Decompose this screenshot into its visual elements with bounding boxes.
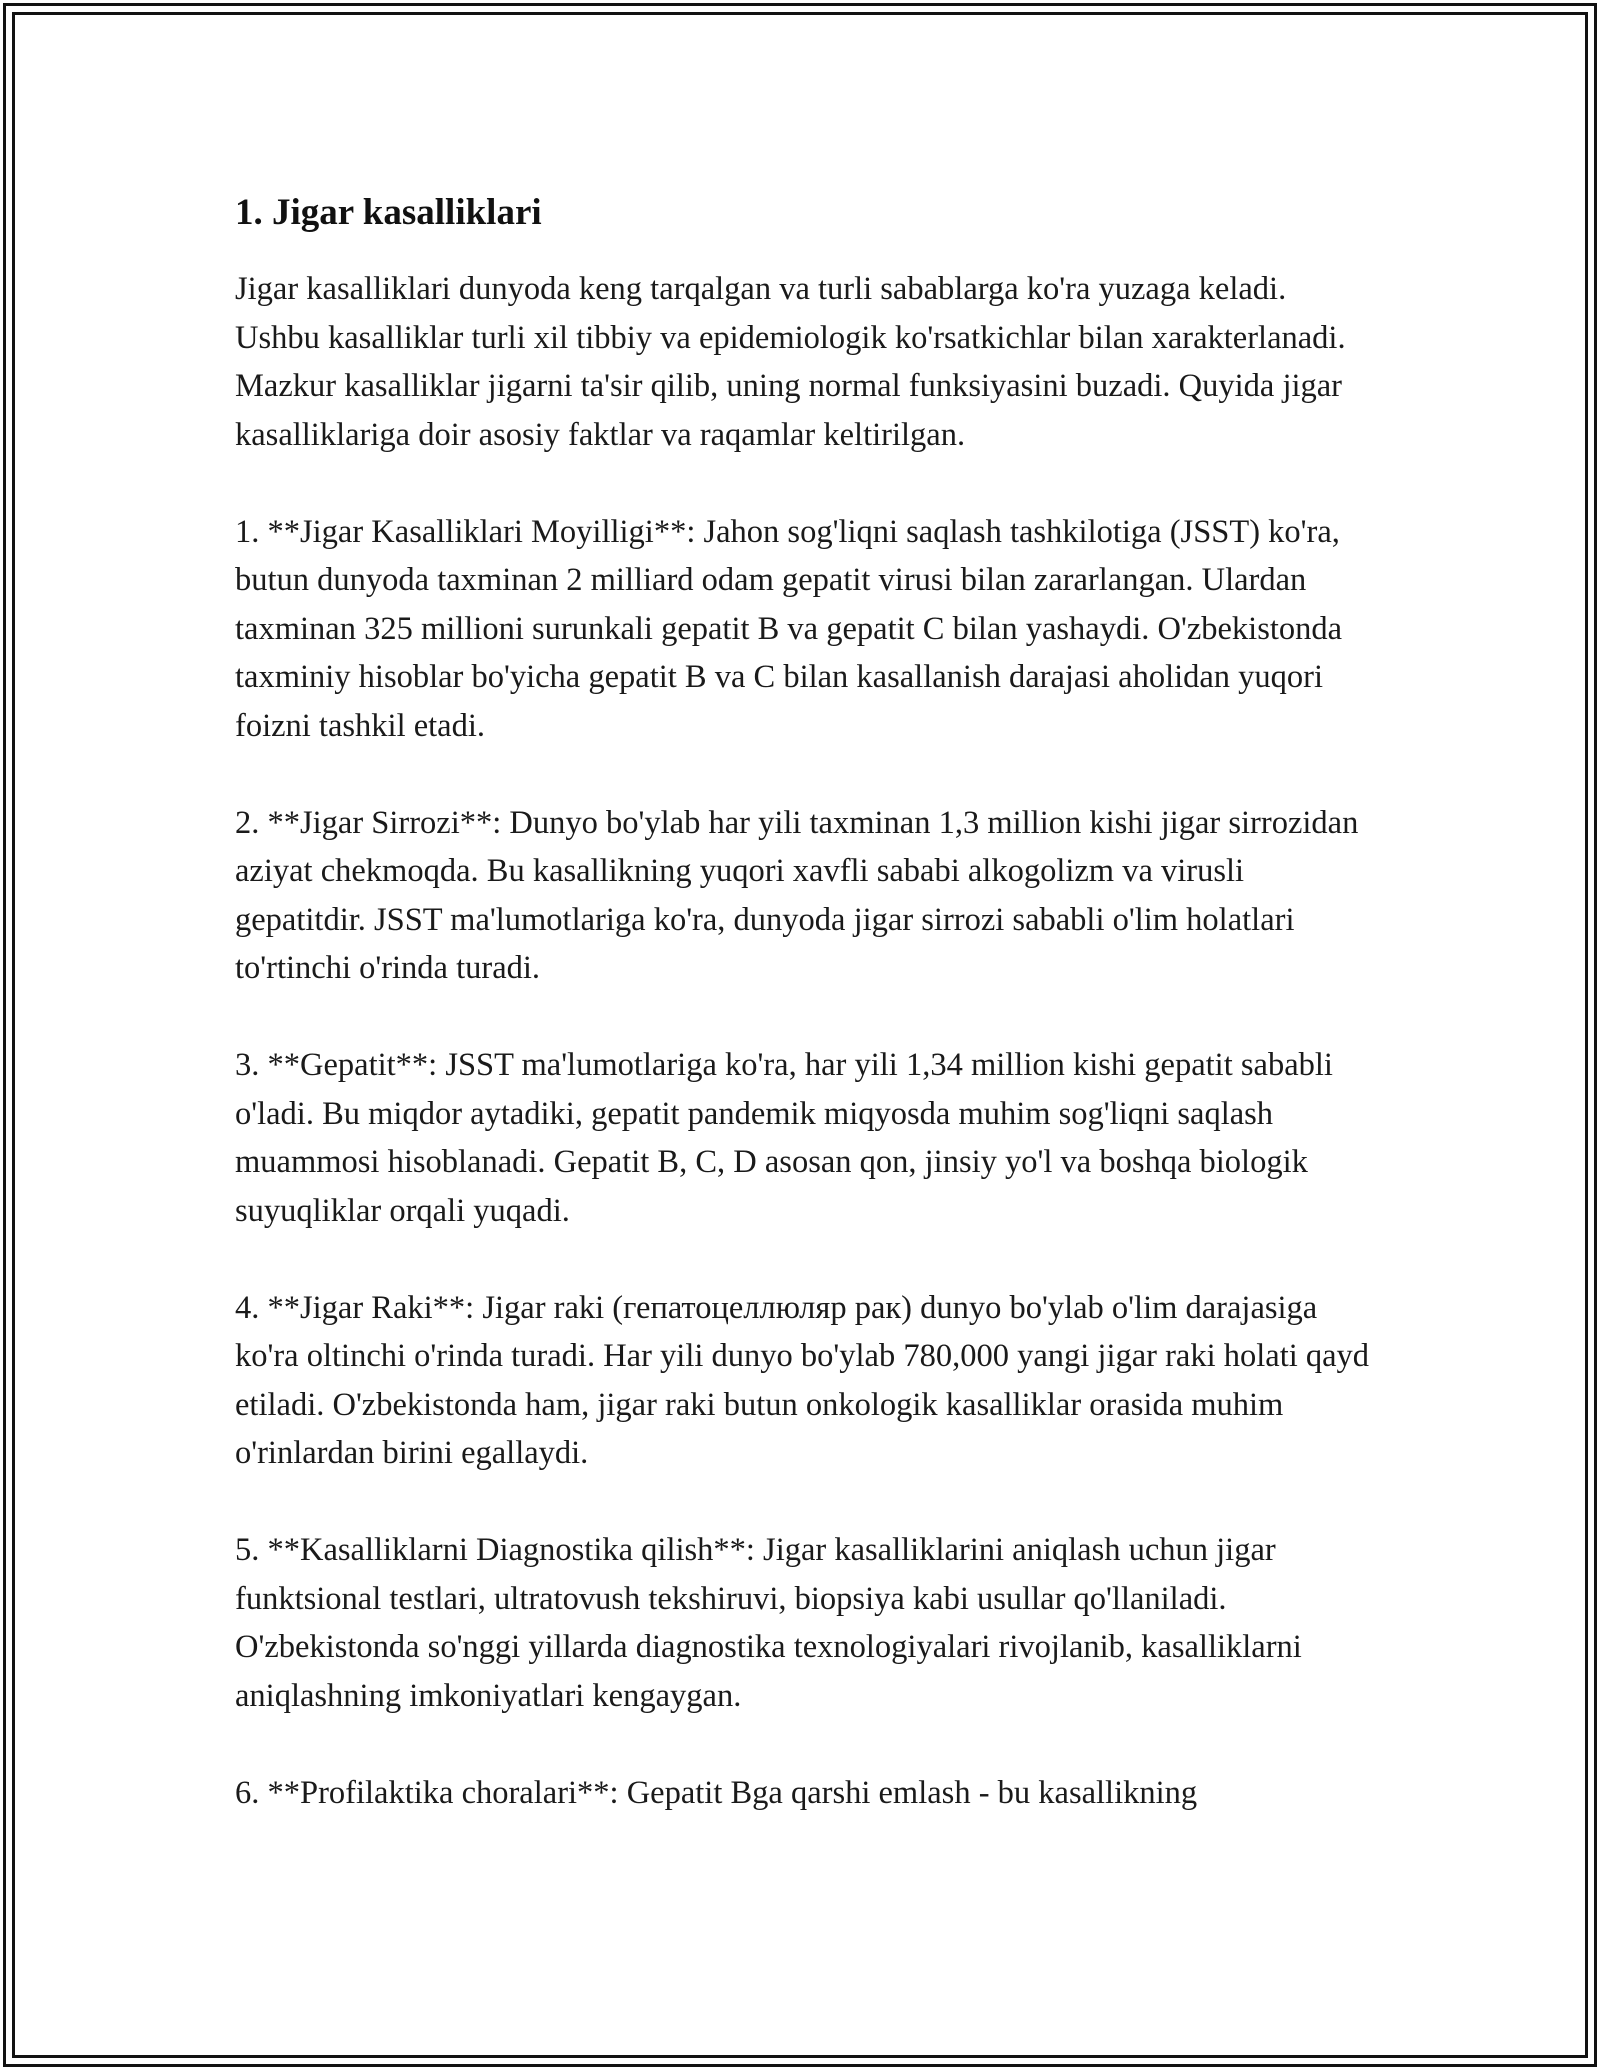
paragraph-liver-disease-prevalence: 1. **Jigar Kasalliklari Moyilligi**: Jahon sog'liqni saqlash tashkilotiga (JSST) ko'ra, butun dunyoda taxminan 2 milliard odam gepatit virusi bilan zararlangan. Ulardan taxminan 325 millioni surunkali gepatit B va gepatit C bilan yashaydi. O'zbekistonda taxminiy hisoblar bo'yicha gepatit B va C bilan kasallanish darajasi aholidan yuqori foizni tashkil etadi. [235,513,1343,744]
paragraph-cirrhosis: 2. **Jigar Sirrozi**: Dunyo bo'ylab har yili taxminan 1,3 million kishi jigar sirrozidan aziyat chekmoqda. Bu kasallikning yuqori xavfli sababi alkogolizm va virusli gepatitdir. JSST ma'lumotlariga ko'ra, dunyoda jigar sirrozi sababli o'lim holatlari to'rtinchi o'rinda turadi. [235,804,1359,986]
intro-paragraph: Jigar kasalliklari dunyoda keng tarqalgan va turli sabablarga ko'ra yuzaga keladi. Ushbu kasalliklar turli xil tibbiy va epidemiologik ko'rsatkichlar bilan xarakterlanadi. Mazkur kasalliklar jigarni ta'sir qilib, uning normal funksiyasini buzadi. Quyida jigar kasalliklariga doir asosiy faktlar va raqamlar keltirilgan. [235,271,1346,453]
paragraph-liver-cancer: 4. **Jigar Raki**: Jigar raki (гепатоцеллюляр рак) dunyo bo'ylab o'lim darajasiga ko'ra oltinchi o'rinda turadi. Har yili dunyo bo'ylab 780,000 yangi jigar raki holati qayd etiladi. O'zbekistonda ham, jigar raki butun onkologik kasalliklar orasida muhim o'rinlardan birini egallaydi. [235,1289,1370,1471]
paragraph-hepatitis: 3. **Gepatit**: JSST ma'lumotlariga ko'ra, har yili 1,34 million kishi gepatit sababli o'ladi. Bu miqdor aytadiki, gepatit pandemik miqyosda muhim sog'liqni saqlash muammosi hisoblanadi. Gepatit B, C, D asosan qon, jinsiy yo'l va boshqa biologik suyuqliklar orqali yuqadi. [235,1047,1333,1229]
section-heading: 1. Jigar kasalliklari [235,192,542,233]
paragraph-prevention: 6. **Profilaktika choralari**: Gepatit Bga qarshi emlash - bu kasallikning [235,1774,1198,1811]
document-body [235,185,1375,1866]
paragraph-diagnostics: 5. **Kasalliklarni Diagnostika qilish**: Jigar kasalliklarini aniqlash uchun jigar funktsional testlari, ultratovush tekshiruvi, biopsiya kabi usullar qo'llaniladi. O'zbekistonda so'nggi yillarda diagnostika texnologiyalari rivojlanib, kasalliklarni aniqlashning imkoniyatlari kengaygan. [235,1532,1302,1714]
